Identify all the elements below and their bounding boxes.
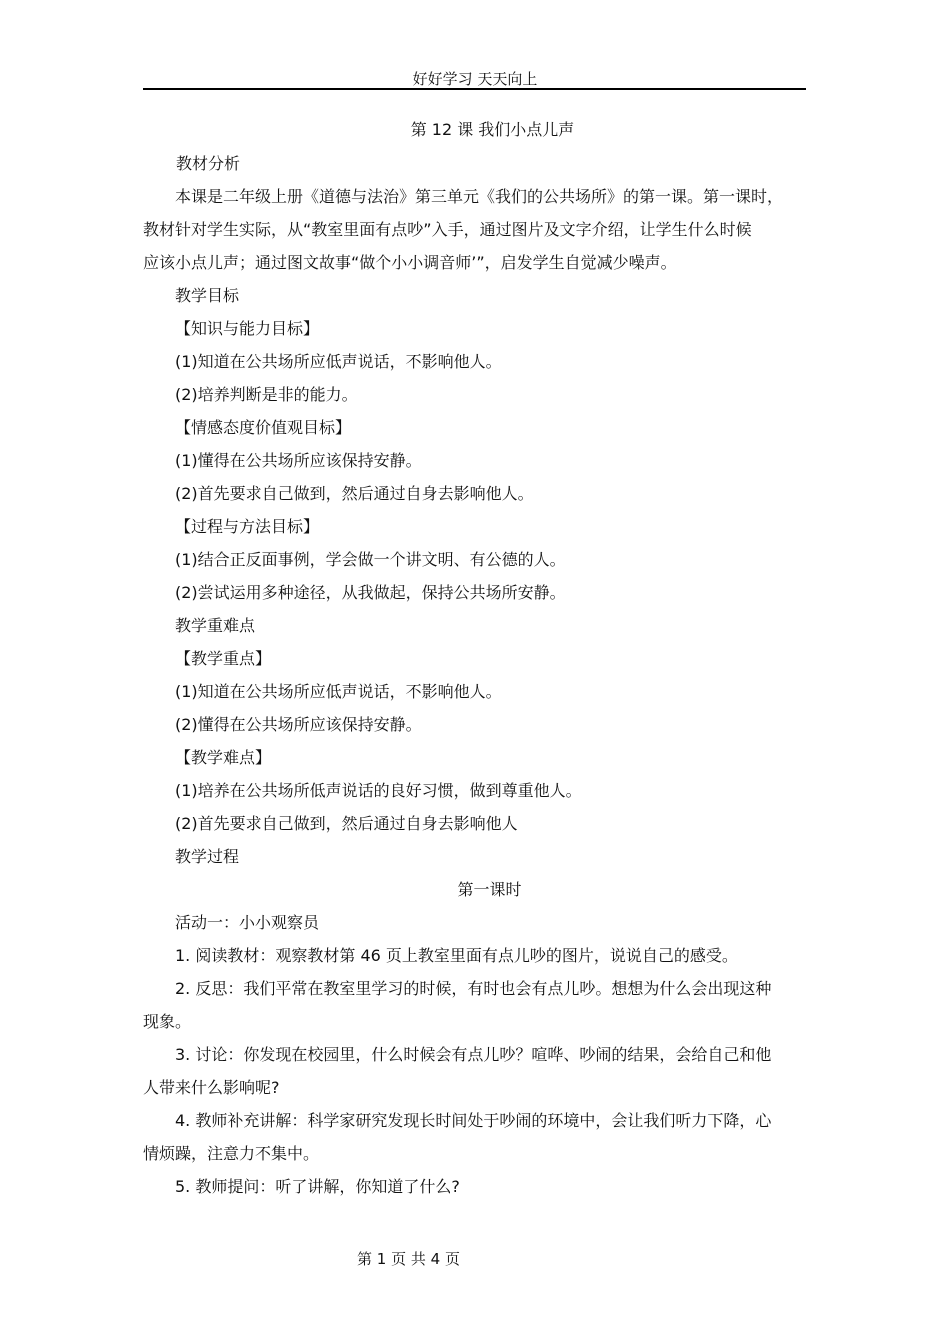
analysis-line-3: 应该小点儿声；通过图文故事“做个小小调音师’”，启发学生自觉减少噪声。 [143,253,677,272]
list-item: (2)培养判断是非的能力。 [175,385,358,404]
page-title: 第 12 课 我们小点儿声 [410,120,575,139]
list-item: (1)结合正反面事例，学会做一个讲文明、有公德的人。 [175,550,566,569]
step-2-cont: 现象。 [143,1012,192,1031]
analysis-line-1: 本课是二年级上册《道德与法治》第三单元《我们的公共场所》的第一课。第一课时， [175,187,784,206]
list-item: (1)培养在公共场所低声说话的良好习惯，做到尊重他人。 [175,781,582,800]
header-rule [143,88,806,90]
activity-heading: 活动一：小小观察员 [175,913,320,932]
list-item: (2)首先要求自己做到，然后通过自身去影响他人 [175,814,518,833]
step-4: 4. 教师补充讲解：科学家研究发现长时间处于吵闹的环境中，会让我们听力下降，心 [175,1111,772,1130]
step-4-cont: 情烦躁，注意力不集中。 [143,1144,320,1163]
section-heading-keypoints: 教学重难点 [175,616,256,635]
list-item: (1)懂得在公共场所应该保持安静。 [175,451,422,470]
subheading-process: 【过程与方法目标】 [175,517,320,536]
subheading-emotion: 【情感态度价值观目标】 [175,418,352,437]
analysis-line-2: 教材针对学生实际，从“教室里面有点吵”入手，通过图片及文字介绍，让学生什么时候 [143,220,752,239]
section-heading-analysis: 教材分析 [176,154,241,173]
list-item: (1)知道在公共场所应低声说话，不影响他人。 [175,352,502,371]
section-heading-procedure: 教学过程 [175,847,240,866]
step-5: 5. 教师提问：听了讲解，你知道了什么? [175,1177,460,1196]
step-3: 3. 讨论：你发现在校园里，什么时候会有点儿吵？喧哗、吵闹的结果，会给自己和他 [175,1045,772,1064]
subheading-knowledge: 【知识与能力目标】 [175,319,320,338]
list-item: (2)懂得在公共场所应该保持安静。 [175,715,422,734]
step-3-cont: 人带来什么影响呢? [143,1078,280,1097]
section-heading-goals: 教学目标 [175,286,240,305]
lesson-label: 第一课时 [457,880,522,899]
list-item: (2)首先要求自己做到，然后通过自身去影响他人。 [175,484,534,503]
page-footer: 第 1 页 共 4 页 [357,1250,460,1268]
step-2: 2. 反思：我们平常在教室里学习的时候，有时也会有点儿吵。想想为什么会出现这种 [175,979,772,998]
step-1: 1. 阅读教材：观察教材第 46 页上教室里面有点儿吵的图片，说说自己的感受。 [175,946,738,965]
document-body [143,147,808,1203]
list-item: (1)知道在公共场所应低声说话，不影响他人。 [175,682,502,701]
subheading-focus: 【教学重点】 [175,649,272,668]
list-item: (2)尝试运用多种途径，从我做起，保持公共场所安静。 [175,583,566,602]
subheading-difficulty: 【教学难点】 [175,748,272,767]
page-header: 好好学习 天天向上 [412,70,538,88]
